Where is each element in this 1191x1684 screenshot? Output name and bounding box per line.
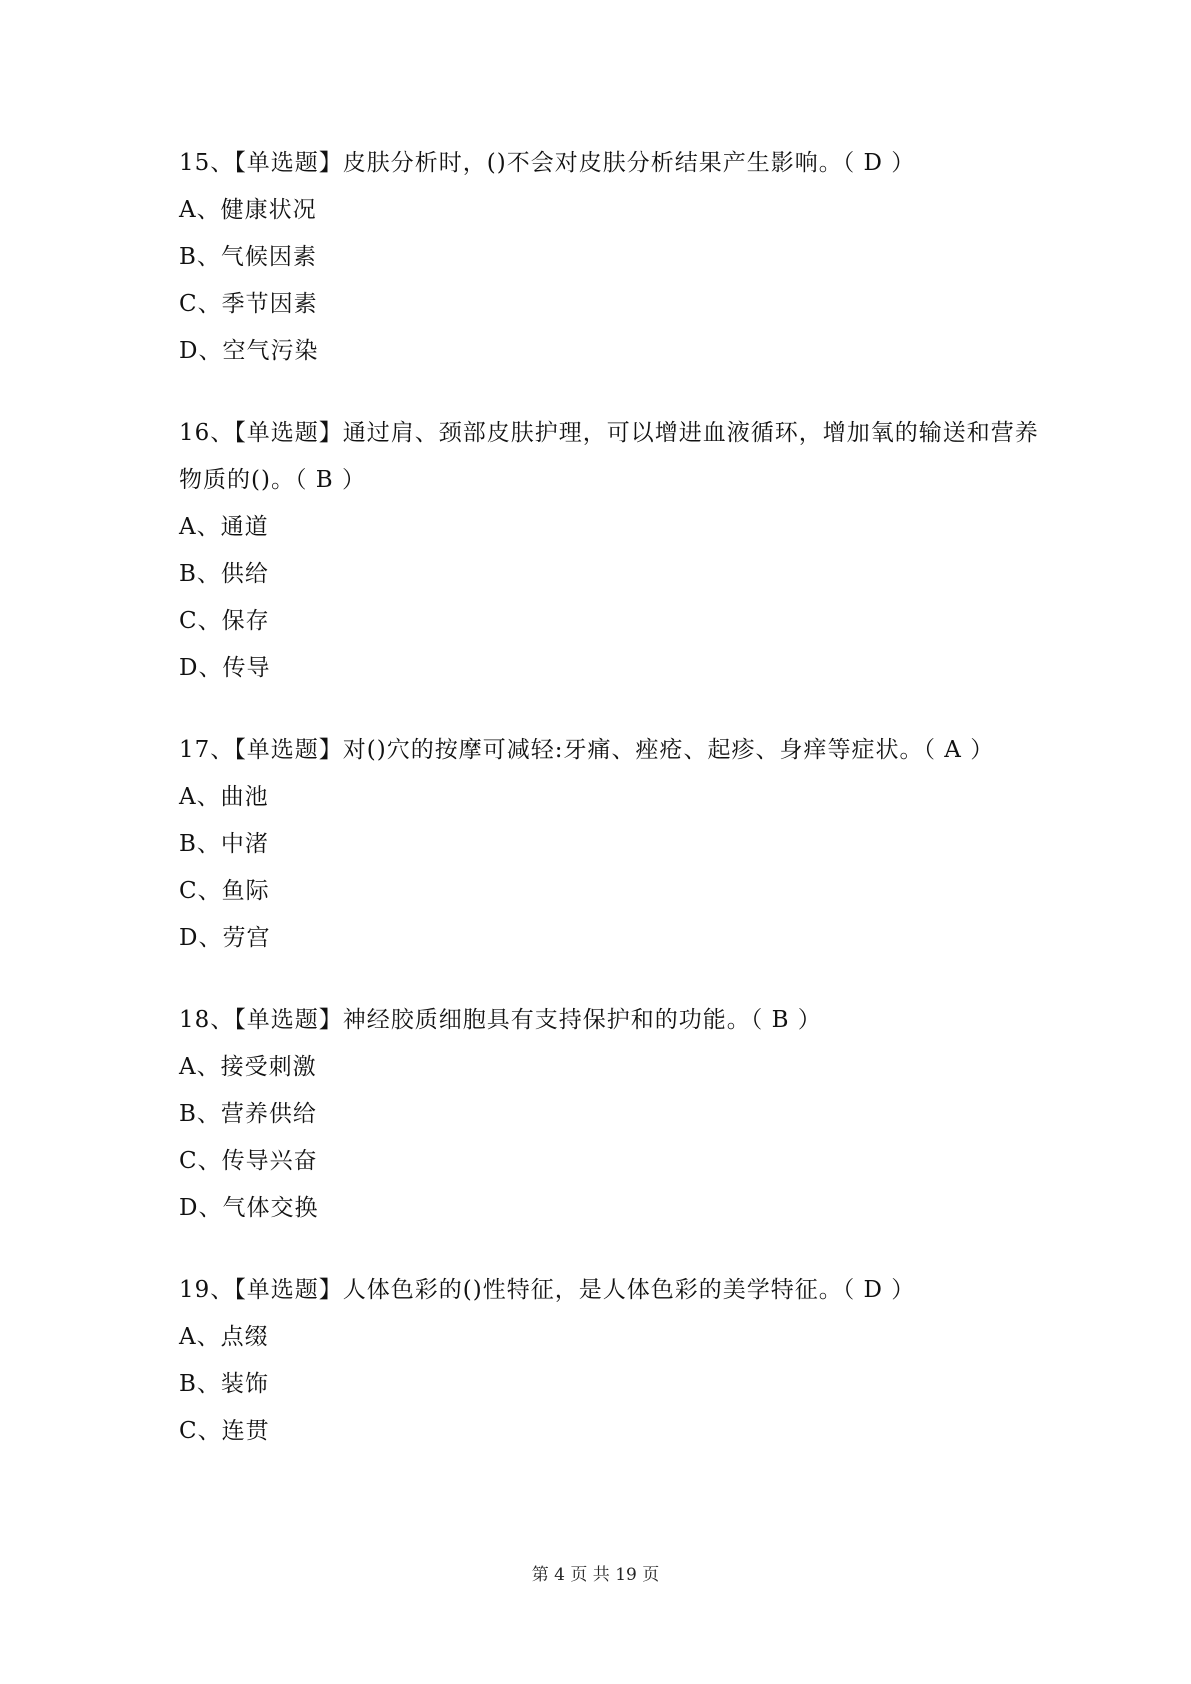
option-a: A、点缀	[179, 1324, 269, 1350]
option-a: A、曲池	[179, 784, 269, 810]
option-d: D、劳宫	[179, 925, 271, 951]
question-stem: 16、【单选题】通过肩、颈部皮肤护理，可以增进血液循环，增加氧的输送和营养物质的()。（ B ）	[179, 420, 1039, 493]
option-d: D、传导	[179, 655, 271, 681]
question-18	[179, 997, 1039, 1232]
question-19	[179, 1267, 1039, 1455]
option-b: B、中渚	[179, 831, 269, 857]
option-c: C、季节因素	[179, 291, 318, 317]
question-list	[179, 140, 1039, 1490]
option-b: B、装饰	[179, 1371, 269, 1397]
page-footer: 第 4 页 共 19 页	[531, 1565, 660, 1585]
option-a: A、健康状况	[179, 197, 317, 223]
option-c: C、保存	[179, 608, 270, 634]
question-stem: 15、【单选题】皮肤分析时，()不会对皮肤分析结果产生影响。（ D ）	[179, 150, 916, 176]
option-a: A、接受刺激	[179, 1054, 317, 1080]
option-b: B、营养供给	[179, 1101, 317, 1127]
option-d: D、空气污染	[179, 338, 319, 364]
question-16	[179, 410, 1039, 692]
question-stem: 17、【单选题】对()穴的按摩可减轻:牙痛、痤疮、起疹、身痒等症状。（ A ）	[179, 737, 995, 763]
option-c: C、鱼际	[179, 878, 270, 904]
question-stem: 19、【单选题】人体色彩的()性特征，是人体色彩的美学特征。（ D ）	[179, 1277, 916, 1303]
question-17	[179, 727, 1039, 962]
option-a: A、通道	[179, 514, 269, 540]
option-c: C、连贯	[179, 1418, 270, 1444]
question-stem: 18、【单选题】神经胶质细胞具有支持保护和的功能。（ B ）	[179, 1007, 822, 1033]
option-c: C、传导兴奋	[179, 1148, 318, 1174]
question-15	[179, 140, 1039, 375]
option-d: D、气体交换	[179, 1195, 319, 1221]
option-b: B、供给	[179, 561, 269, 587]
option-b: B、气候因素	[179, 244, 317, 270]
